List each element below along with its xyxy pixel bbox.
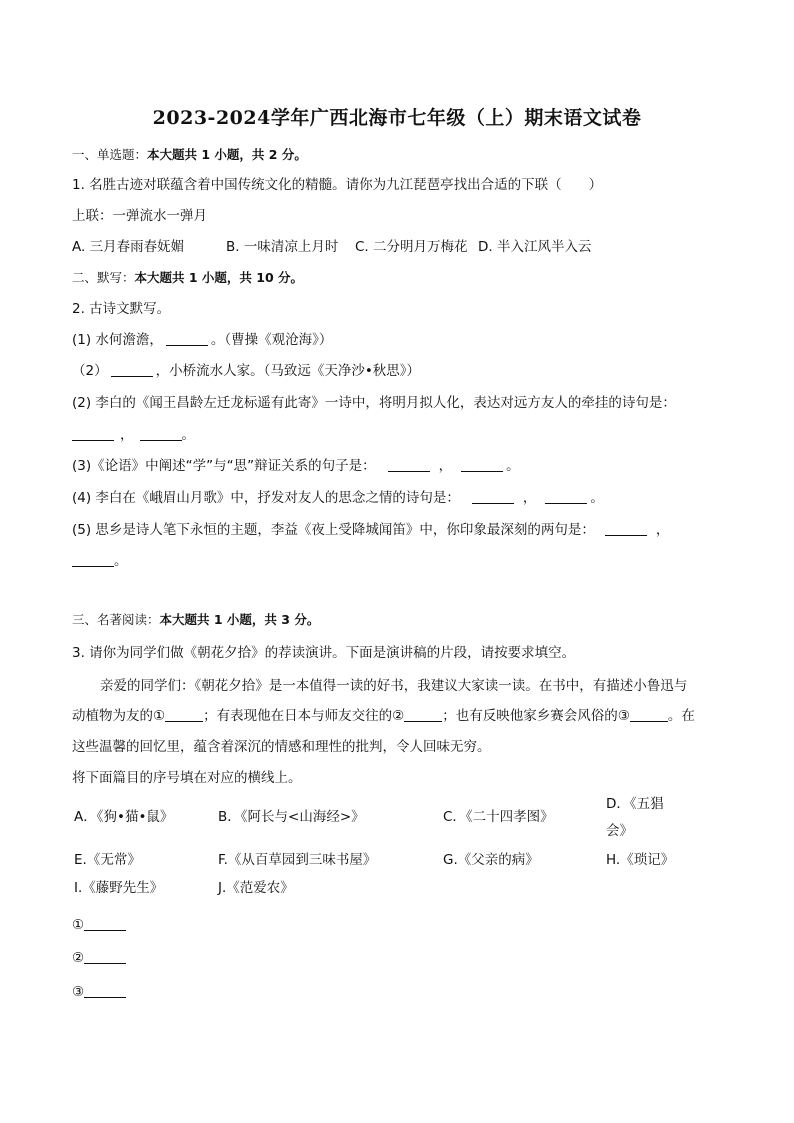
q1-option-d: D. 半入江风半入云 — [478, 239, 592, 255]
q3-item-i: I.《藤野先生》 — [74, 880, 164, 896]
q1-upper-couplet: 上联：一弹流水一弹月 — [72, 208, 207, 224]
q3-item-e: E.《无常》 — [74, 852, 141, 868]
section-3-desc: 本大题共 1 小题，共 3 分。 — [159, 612, 320, 627]
answer-blank[interactable] — [404, 707, 442, 722]
q3-passage-2d: 。在 — [667, 708, 695, 724]
section-2-heading — [72, 268, 303, 288]
q2-line-4 — [72, 456, 520, 476]
q3-item-d-cont: 会》 — [606, 823, 633, 839]
q2-stem: 2. 古诗文默写。 — [72, 301, 171, 317]
q1-option-c: C. 二分明月万梅花 — [355, 239, 468, 255]
q2-line-3: (2) 李白的《闻王昌龄左迁龙标遥有此寄》一诗中，将明月拟人化，表达对远方友人的牵挂的诗句是： — [72, 395, 676, 411]
q2-line-5-text: (4) 李白在《峨眉山月歌》中，抒发对友人的思念之情的诗句是： — [72, 490, 460, 506]
answer-blank[interactable] — [140, 426, 182, 441]
answer-blank[interactable] — [72, 426, 114, 441]
answer-blank[interactable] — [165, 707, 203, 722]
q3-item-c: C．《二十四孝图》 — [443, 809, 554, 825]
answer-blank[interactable] — [84, 983, 126, 998]
answer-marker: ② — [72, 950, 85, 966]
q2-line-4-text: (3)《论语》中阐述“学”与“思”辩证关系的句子是： — [72, 458, 376, 474]
answer-blank[interactable] — [545, 489, 587, 504]
q3-answer-2 — [72, 948, 126, 968]
q2-line-3-answers — [72, 425, 195, 445]
q2-line-1-tail: 。（曹操《观沧海》） — [210, 332, 333, 348]
period: 。 — [181, 427, 195, 443]
separator: ， — [120, 427, 134, 443]
q3-passage-2b: ；有表现他在日本与师友交往的② — [203, 708, 405, 724]
q2-line-6-cont — [72, 551, 128, 571]
period: 。 — [114, 553, 128, 569]
answer-blank[interactable] — [72, 552, 114, 567]
q2-line-6 — [72, 520, 669, 540]
q3-instruction: 将下面篇目的序号填在对应的横线上。 — [72, 770, 302, 786]
q2-line-1 — [72, 330, 332, 350]
separator: ， — [522, 490, 537, 506]
q3-item-h: H.《琐记》 — [606, 852, 675, 868]
q1-option-a: A. 三月春雨春妩媚 — [72, 239, 185, 255]
q3-item-g: G.《父亲的病》 — [443, 852, 539, 868]
q3-item-d: D．《五猖 — [606, 796, 664, 812]
q3-passage-2c: ；也有反映他家乡赛会风俗的③ — [442, 708, 630, 724]
q2-line-2-text: （2） — [72, 363, 108, 379]
answer-blank[interactable] — [472, 489, 514, 504]
section-1-number: 一、单选题： — [72, 147, 148, 162]
q2-line-2-tail: ，小桥流水人家。（马致远《天净沙•秋思》） — [155, 363, 421, 379]
q3-passage-1: 亲爱的同学们：《朝花夕拾》是一本值得一读的好书，我建议大家读一读。在书中，有描述小鲁迅与 — [100, 678, 688, 694]
answer-marker: ③ — [72, 984, 85, 1000]
q3-stem: 3. 请你为同学们做《朝花夕拾》的荐读演讲。下面是演讲稿的片段，请按要求填空。 — [72, 645, 576, 661]
answer-blank[interactable] — [388, 457, 430, 472]
section-3-heading — [72, 610, 319, 630]
q3-item-j: J.《范爱农》 — [218, 880, 294, 896]
q3-item-f: F.《从百草园到三味书屋》 — [218, 852, 377, 868]
section-3-number: 三、名著阅读： — [72, 612, 160, 627]
q3-passage-2a: 动植物为友的① — [72, 708, 166, 724]
answer-blank[interactable] — [166, 331, 208, 346]
answer-blank[interactable] — [84, 949, 126, 964]
answer-marker: ① — [72, 917, 85, 933]
q3-answer-3 — [72, 982, 126, 1002]
answer-blank[interactable] — [461, 457, 503, 472]
answer-blank[interactable] — [605, 521, 647, 536]
q3-answer-1 — [72, 915, 126, 935]
q2-line-2 — [72, 361, 420, 381]
section-1-heading — [72, 145, 307, 165]
q1-stem: 1. 名胜古迹对联蕴含着中国传统文化的精髓。请你为九江琵琶亭找出合适的下联（ ） — [72, 177, 603, 193]
separator: ， — [438, 458, 453, 474]
q1-option-b: B. 一味清凉上月时 — [226, 239, 339, 255]
q3-passage-2 — [72, 706, 695, 726]
q3-passage-3: 这些温馨的回忆里，蕴含着深沉的情感和理性的批判，令人回味无穷。 — [72, 739, 491, 755]
section-2-number: 二、默写： — [72, 270, 135, 285]
separator: ， — [655, 522, 670, 538]
exam-title: 2023-2024学年广西北海市七年级（上）期末语文试卷 — [152, 107, 642, 129]
period: 。 — [506, 458, 520, 474]
answer-blank[interactable] — [84, 916, 126, 931]
q3-item-b: B．《阿长与<山海经>》 — [218, 809, 365, 825]
period: 。 — [590, 490, 604, 506]
q3-item-a: A．《狗•猫•鼠》 — [74, 809, 174, 825]
q2-line-5 — [72, 488, 604, 508]
q2-line-1-text: (1) 水何澹澹， — [72, 332, 163, 348]
section-1-desc: 本大题共 1 小题，共 2 分。 — [147, 147, 307, 162]
section-2-desc: 本大题共 1 小题，共 10 分。 — [134, 270, 304, 285]
answer-blank[interactable] — [111, 362, 153, 377]
q2-line-6-text: (5) 思乡是诗人笔下永恒的主题，李益《夜上受降城闻笛》中，你印象最深刻的两句是： — [72, 522, 595, 538]
answer-blank[interactable] — [630, 707, 668, 722]
